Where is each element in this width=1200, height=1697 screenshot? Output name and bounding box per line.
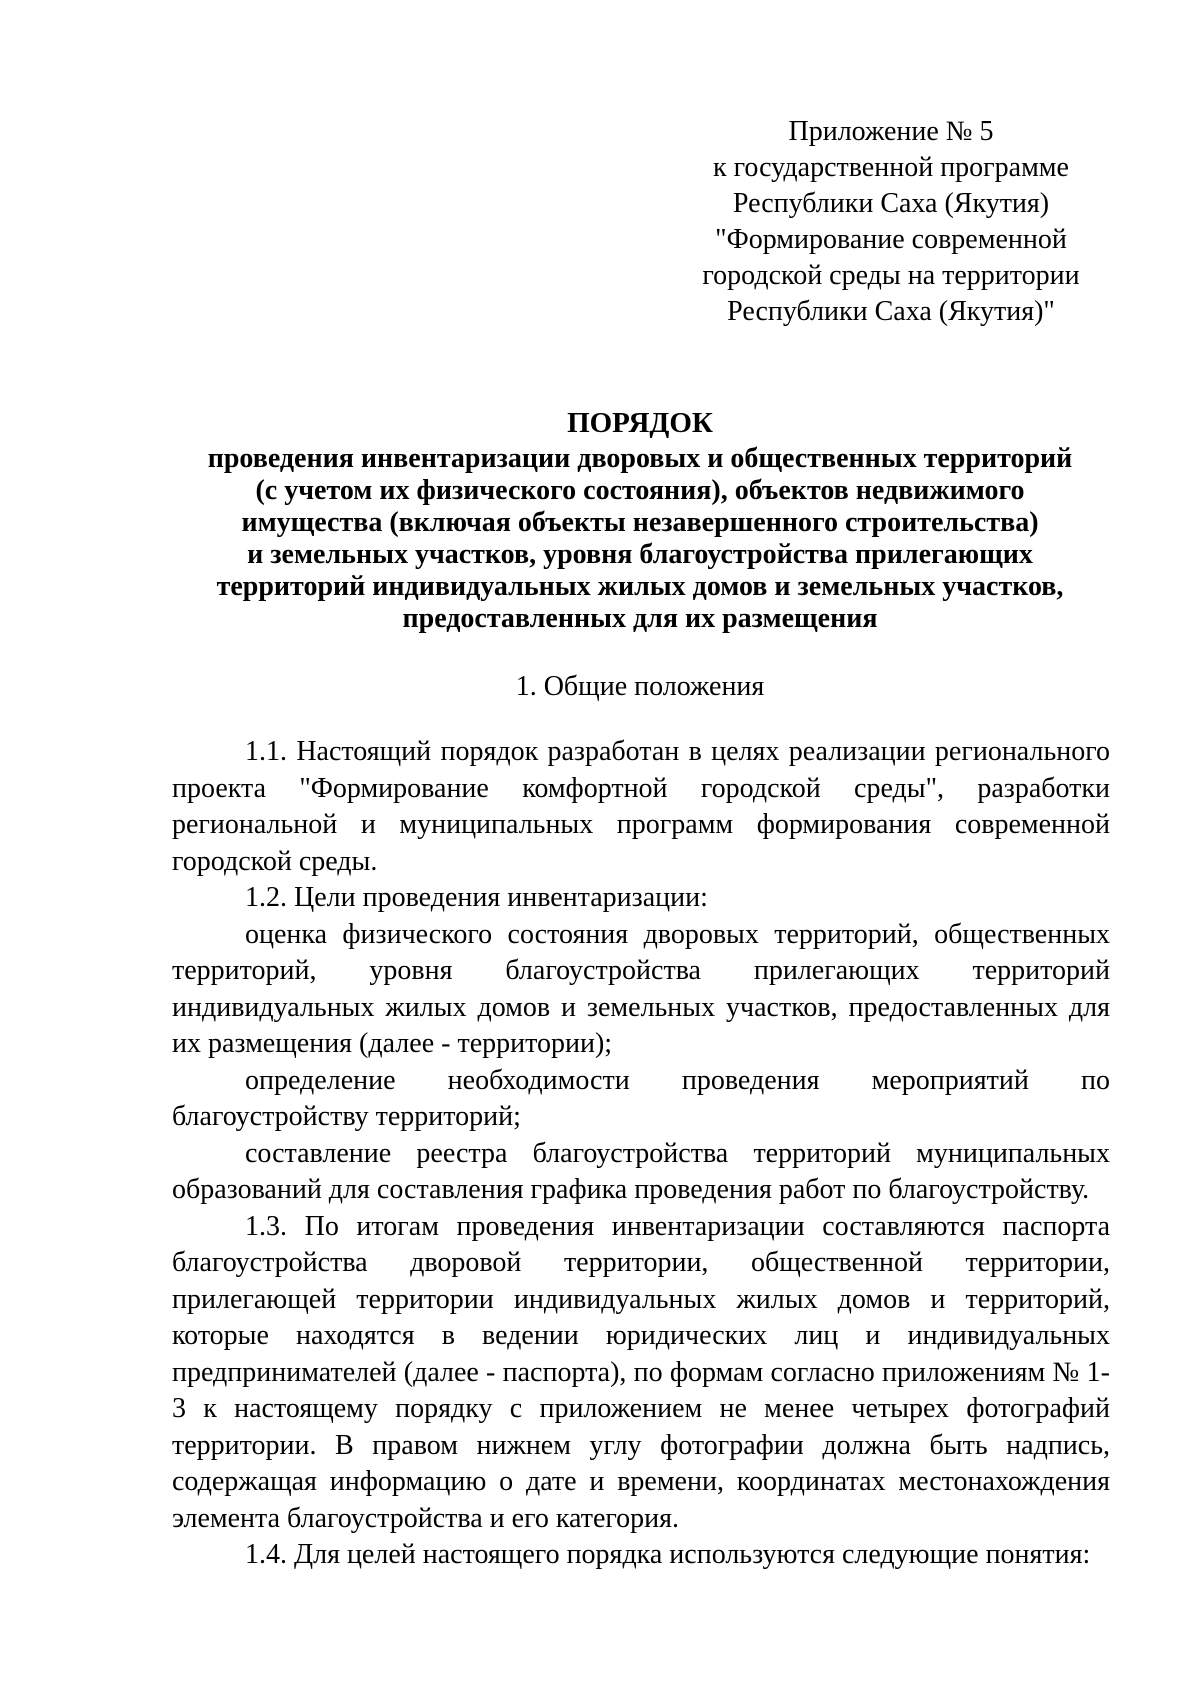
appendix-line: к государственной программе (713, 152, 1069, 183)
appendix-line: "Формирование современной (715, 224, 1067, 255)
document-title-block (180, 407, 1100, 635)
list-item-assessment: оценка физического состояния дворовых территорий, общественных территорий, уровня благоустройства прилегающих территорий индивидуальных жилых домов и земельных участков, предоставленных для их размещения (далее - территории); (172, 918, 1110, 1059)
subtitle-line: предоставленных для их размещения (402, 603, 878, 634)
list-item-necessity: определение необходимости проведения мероприятий по благоустройству территорий; (172, 1064, 1110, 1132)
subtitle-line: имущества (включая объекты незавершенного строительства) (241, 507, 1039, 538)
paragraph-1-4: 1.4. Для целей настоящего порядка используются следующие понятия: (245, 1539, 1091, 1570)
appendix-line: Республики Саха (Якутия) (732, 188, 1050, 219)
subtitle-line: (с учетом их физического состояния), объектов недвижимого (255, 475, 1025, 506)
subtitle-line: проведения инвентаризации дворовых и общественных территорий (207, 443, 1073, 474)
document-title: ПОРЯДОК (567, 407, 713, 439)
section-heading: 1. Общие положения (515, 671, 765, 702)
subtitle-line: и земельных участков, уровня благоустройства прилегающих (247, 539, 1033, 570)
section-body (172, 734, 1110, 1574)
appendix-line: Республики Саха (Якутия)" (727, 296, 1055, 327)
paragraph-1-1: 1.1. Настоящий порядок разработан в целях реализации регионального проекта "Формирование комфортной городской среды", разработки региональной и муниципальных программ формирования современной городской среды. (172, 736, 1110, 877)
appendix-header (688, 114, 1094, 330)
paragraph-1-2: 1.2. Цели проведения инвентаризации: (245, 882, 708, 913)
paragraph-1-3: 1.3. По итогам проведения инвентаризации составляются паспорта благоустройства дворовой территории, общественной территории, прилегающей территории индивидуальных жилых домов и территорий, которые находятся в ведении юридических лиц и индивидуальных предпринимателей (далее - паспорта), по формам согласно приложениям № 1-3 к настоящему порядку с приложением не менее четырех фотографий территории. В правом нижнем углу фотографии должна быть надпись, содержащая информацию о дате и времени, координатах местонахождения элемента благоустройства и его категория. (172, 1210, 1110, 1534)
subtitle-line: территорий индивидуальных жилых домов и земельных участков, (216, 571, 1064, 602)
list-item-registry: составление реестра благоустройства территорий муниципальных образований для составления графика проведения работ по благоустройству. (172, 1137, 1110, 1205)
appendix-line: Приложение № 5 (788, 116, 994, 147)
appendix-line: городской среды на территории (702, 260, 1080, 291)
